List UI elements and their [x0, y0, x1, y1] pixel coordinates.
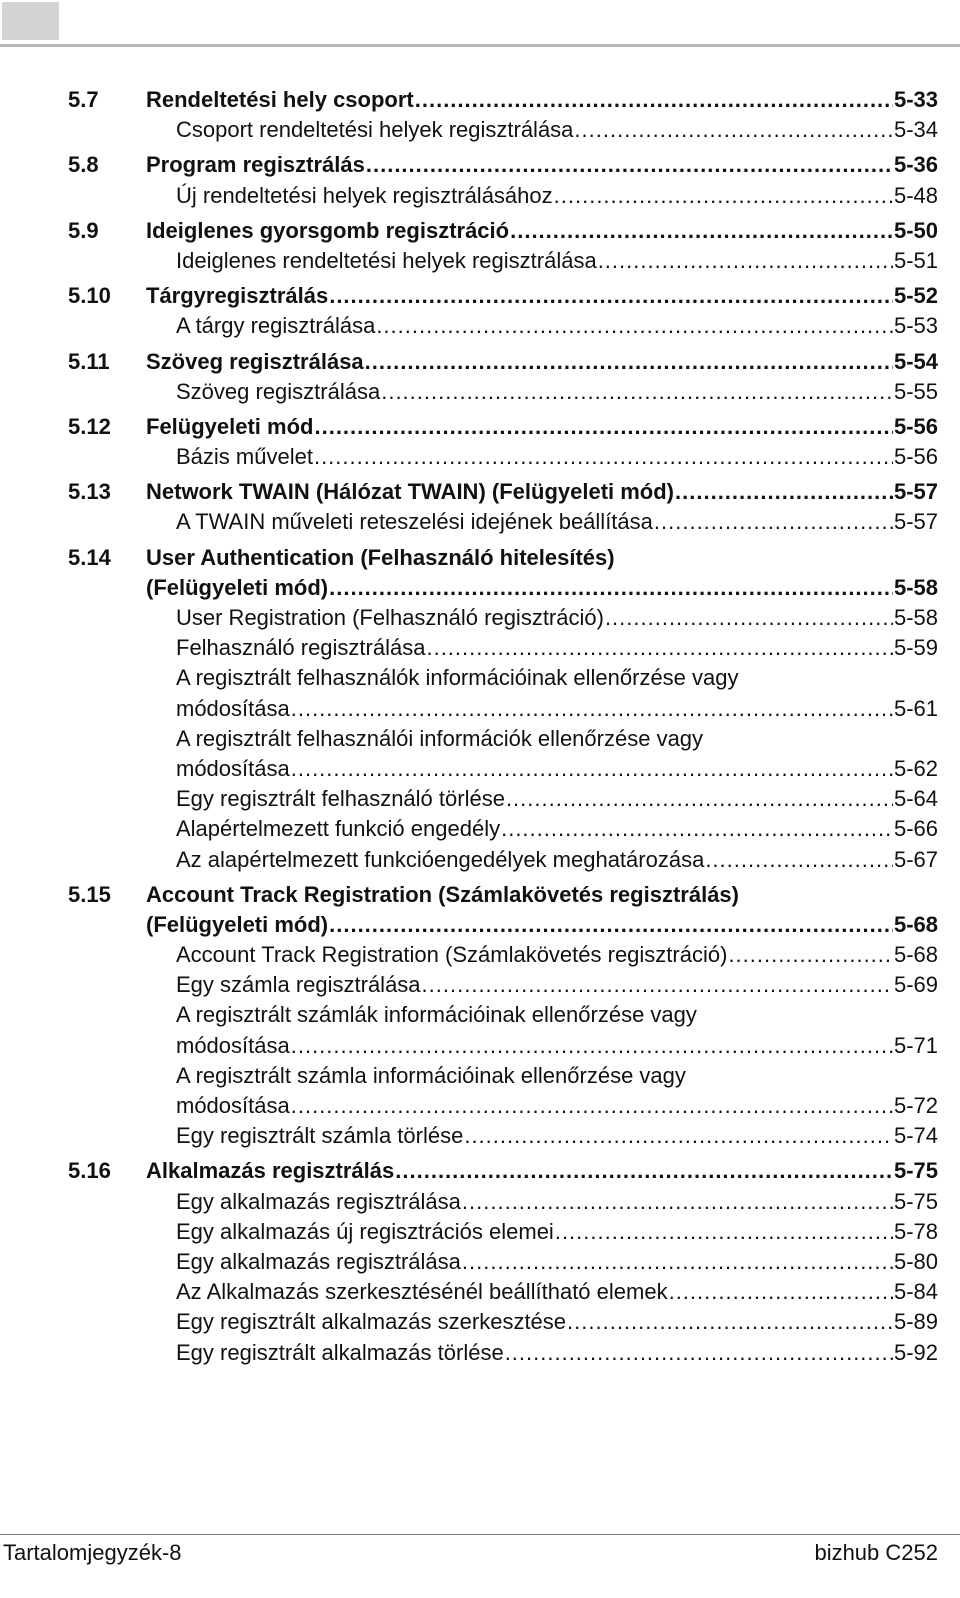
toc-subentry [176, 377, 938, 407]
subentry-title: Alapértelmezett funkció engedély [176, 816, 501, 842]
toc-section [68, 281, 938, 311]
toc-subentry [176, 724, 938, 784]
dot-leader [654, 507, 893, 537]
toc-subentry-line [176, 1277, 938, 1307]
subentry-title: módosítása [176, 755, 290, 781]
page-number: 5-71 [893, 1032, 938, 1058]
toc-subentry-line [176, 1307, 938, 1337]
toc-section-line [68, 281, 938, 311]
subentry-title: Szöveg regisztrálása [176, 378, 381, 404]
toc-subentry-line [176, 724, 938, 754]
page-number: 5-48 [893, 182, 938, 208]
toc-subentry-line [176, 1217, 938, 1247]
dot-leader [291, 1031, 893, 1061]
dot-leader [501, 814, 893, 844]
page-number: 5-80 [893, 1248, 938, 1274]
page-number: 5-69 [893, 972, 938, 998]
subentry-title: Egy alkalmazás regisztrálása [176, 1188, 461, 1214]
toc-subentry [176, 1187, 938, 1217]
page-number: 5-89 [893, 1309, 938, 1335]
section-number: 5.11 [68, 348, 110, 374]
toc-subentry-line [176, 442, 938, 472]
page-number: 5-67 [893, 846, 938, 872]
dot-leader [554, 181, 893, 211]
dot-leader [291, 1091, 893, 1121]
section-number: 5.13 [68, 479, 111, 505]
toc-subentry-line [176, 754, 938, 784]
dot-leader [462, 1187, 893, 1217]
toc-section-line [68, 573, 938, 603]
page-number: 5-36 [893, 152, 938, 178]
page-number: 5-74 [893, 1123, 938, 1149]
toc-section [68, 477, 938, 507]
footer-product-name: bizhub C252 [814, 1540, 938, 1565]
toc-subentry-line [176, 1338, 938, 1368]
subentry-title: módosítása [176, 1093, 290, 1118]
toc-section-line [68, 412, 938, 442]
toc-subentry [176, 845, 938, 875]
toc-section-line [68, 347, 938, 377]
section-title: Rendeltetési hely csoport [146, 87, 414, 112]
dot-leader [365, 347, 893, 377]
dot-leader [329, 910, 893, 940]
toc-section [68, 85, 938, 115]
page-number: 5-75 [893, 1158, 938, 1184]
toc-subentry [176, 1307, 938, 1337]
subentry-title: Egy alkalmazás regisztrálása [176, 1248, 461, 1274]
section-title: (Felügyeleti mód) [146, 574, 329, 600]
toc-section [68, 150, 938, 180]
section-title: Program regisztrálás [146, 152, 365, 178]
toc-section-line [68, 85, 938, 115]
dot-leader [291, 754, 893, 784]
page-number: 5-64 [893, 786, 938, 812]
toc-subentry-line [176, 814, 938, 844]
dot-leader [669, 1277, 893, 1307]
dot-leader [728, 940, 893, 970]
subentry-title: módosítása [176, 695, 290, 721]
section-title: Szöveg regisztrálása [146, 348, 364, 374]
toc-section-line [68, 216, 938, 246]
dot-leader [574, 115, 893, 145]
toc-subentry [176, 115, 938, 145]
toc-subentry-line [176, 633, 938, 663]
dot-leader [291, 694, 893, 724]
toc-subentry [176, 1247, 938, 1277]
dot-leader [415, 85, 893, 115]
section-title: Felügyeleti mód [146, 413, 314, 439]
toc-subentry-line [176, 246, 938, 276]
toc-subentry [176, 1277, 938, 1307]
page-number: 5-56 [893, 413, 938, 439]
page-number: 5-55 [893, 378, 938, 404]
toc-section [68, 543, 938, 603]
toc-subentry-line [176, 940, 938, 970]
toc-subentry [176, 181, 938, 211]
toc-subentry-line [176, 377, 938, 407]
toc-subentry [176, 940, 938, 970]
toc-subentry-line [176, 1247, 938, 1277]
subentry-title: Egy regisztrált felhasználó törlése [176, 786, 505, 812]
toc-section-line [68, 150, 938, 180]
page-number: 5-54 [893, 348, 938, 374]
dot-leader [426, 633, 892, 663]
section-number: 5.12 [68, 413, 111, 439]
toc-subentry-line [176, 1091, 938, 1121]
toc-section [68, 880, 938, 940]
dot-leader [462, 1247, 893, 1277]
page-number: 5-78 [893, 1218, 938, 1244]
page-number: 5-57 [893, 509, 938, 535]
dot-leader [598, 246, 893, 276]
dot-leader [505, 1338, 893, 1368]
subentry-title: Az alapértelmezett funkcióengedélyek meghatározása [176, 846, 705, 872]
dot-leader [555, 1217, 893, 1247]
toc-subentry-line [176, 784, 938, 814]
toc-section-line [68, 910, 938, 940]
page-number: 5-72 [893, 1093, 938, 1118]
dot-leader [675, 477, 893, 507]
toc-subentry-line [176, 1187, 938, 1217]
subentry-title: Új rendeltetési helyek regisztrálásához [176, 182, 553, 208]
page-number: 5-68 [893, 911, 938, 937]
subentry-title: Ideiglenes rendeltetési helyek regisztrálása [176, 247, 597, 273]
toc-section-line [68, 543, 938, 573]
subentry-title: Az Alkalmazás szerkesztésénél beállítható elemek [176, 1279, 668, 1305]
subentry-title: A regisztrált felhasználói információk ellenőrzése vagy [176, 725, 704, 751]
section-title: Tárgyregisztrálás [146, 283, 329, 309]
page-tab-marker [2, 2, 59, 40]
subentry-title: Account Track Registration (Számlakövetés regisztráció) [176, 942, 728, 968]
page-number: 5-53 [893, 313, 938, 339]
toc-subentry [176, 311, 938, 341]
footer-rule [0, 1534, 960, 1535]
subentry-title: A regisztrált felhasználók információinak ellenőrzése vagy [176, 665, 739, 691]
dot-leader [366, 150, 893, 180]
toc-subentry [176, 507, 938, 537]
section-number: 5.15 [68, 881, 111, 907]
toc-section-line [68, 477, 938, 507]
page-number: 5-58 [893, 574, 938, 600]
subentry-title: A tárgy regisztrálása [176, 313, 376, 339]
toc-subentry [176, 603, 938, 633]
subentry-title: User Registration (Felhasználó regisztráció) [176, 605, 604, 630]
section-title: (Felügyeleti mód) [146, 911, 329, 937]
page-number: 5-61 [893, 695, 938, 721]
subentry-title: Csoport rendeltetési helyek regisztrálása [176, 117, 574, 143]
page-number: 5-57 [893, 479, 938, 505]
section-number: 5.16 [68, 1158, 111, 1184]
toc-subentry [176, 970, 938, 1000]
dot-leader [314, 442, 893, 472]
toc-subentry [176, 784, 938, 814]
toc-subentry [176, 1217, 938, 1247]
dot-leader [395, 1156, 893, 1186]
dot-leader [705, 845, 893, 875]
page-number: 5-92 [893, 1339, 938, 1365]
toc-subentry [176, 1121, 938, 1151]
toc-subentry-line [176, 603, 938, 633]
subentry-title: A regisztrált számlák információinak ellenőrzése vagy [176, 1002, 697, 1028]
section-title: User Authentication (Felhasználó hitelesítés) [146, 544, 615, 570]
toc-subentry [176, 1000, 938, 1060]
page-number: 5-51 [893, 247, 938, 273]
section-title: Ideiglenes gyorsgomb regisztráció [146, 217, 510, 243]
dot-leader [464, 1121, 893, 1151]
toc-subentry-line [176, 1061, 938, 1091]
dot-leader [329, 281, 893, 311]
toc-section [68, 347, 938, 377]
section-title: Alkalmazás regisztrálás [146, 1158, 395, 1184]
dot-leader [422, 970, 893, 1000]
subentry-title: Bázis művelet [176, 444, 313, 470]
dot-leader [510, 216, 893, 246]
subentry-title: Egy regisztrált alkalmazás szerkesztése [176, 1309, 567, 1335]
page-number: 5-58 [893, 605, 938, 630]
toc-subentry [176, 663, 938, 723]
page-number: 5-50 [893, 217, 938, 243]
table-of-contents [68, 85, 938, 1368]
toc-subentry [176, 442, 938, 472]
toc-section-line [68, 880, 938, 910]
subentry-title: A regisztrált számla információinak ellenőrzése vagy [176, 1062, 686, 1088]
dot-leader [506, 784, 893, 814]
dot-leader [381, 377, 893, 407]
toc-subentry [176, 1061, 938, 1121]
toc-subentry-line [176, 507, 938, 537]
toc-subentry-line [176, 845, 938, 875]
subentry-title: Egy regisztrált számla törlése [176, 1123, 464, 1149]
dot-leader [314, 412, 892, 442]
subentry-title: Felhasználó regisztrálása [176, 635, 426, 661]
toc-subentry-line [176, 694, 938, 724]
subentry-title: Egy regisztrált alkalmazás törlése [176, 1339, 504, 1365]
page-number: 5-52 [893, 283, 938, 309]
toc-subentry-line [176, 663, 938, 693]
toc-subentry-line [176, 1031, 938, 1061]
toc-section [68, 216, 938, 246]
section-title: Account Track Registration (Számlakövetés regisztrálás) [146, 881, 739, 907]
subentry-title: módosítása [176, 1032, 290, 1058]
toc-subentry-line [176, 1121, 938, 1151]
toc-subentry-line [176, 970, 938, 1000]
page-number: 5-56 [893, 444, 938, 470]
header-rule [0, 44, 960, 47]
dot-leader [605, 603, 893, 633]
section-number: 5.8 [68, 152, 99, 178]
page-number: 5-75 [893, 1188, 938, 1214]
page-number: 5-66 [893, 816, 938, 842]
section-number: 5.14 [68, 544, 111, 570]
page-number: 5-62 [893, 755, 938, 781]
dot-leader [329, 573, 893, 603]
subentry-title: A TWAIN műveleti reteszelési idejének beállítása [176, 509, 653, 535]
page-number: 5-59 [893, 635, 938, 661]
toc-section [68, 412, 938, 442]
page-number: 5-33 [893, 87, 938, 112]
section-title: Network TWAIN (Hálózat TWAIN) (Felügyeleti mód) [146, 479, 675, 505]
dot-leader [567, 1307, 893, 1337]
section-number: 5.10 [68, 283, 111, 309]
toc-subentry [176, 633, 938, 663]
toc-subentry-line [176, 311, 938, 341]
dot-leader [376, 311, 893, 341]
toc-section [68, 1156, 938, 1186]
section-number: 5.7 [68, 87, 99, 112]
subentry-title: Egy alkalmazás új regisztrációs elemei [176, 1218, 554, 1244]
page-number: 5-68 [893, 942, 938, 968]
toc-subentry-line [176, 115, 938, 145]
toc-subentry [176, 246, 938, 276]
section-number: 5.9 [68, 217, 99, 243]
page-number: 5-84 [893, 1279, 938, 1305]
subentry-title: Egy számla regisztrálása [176, 972, 421, 998]
toc-subentry-line [176, 181, 938, 211]
page-number: 5-34 [893, 117, 938, 143]
footer-page-label: Tartalomjegyzék-8 [3, 1540, 182, 1565]
toc-section-line [68, 1156, 938, 1186]
toc-subentry [176, 814, 938, 844]
toc-subentry-line [176, 1000, 938, 1030]
toc-subentry [176, 1338, 938, 1368]
